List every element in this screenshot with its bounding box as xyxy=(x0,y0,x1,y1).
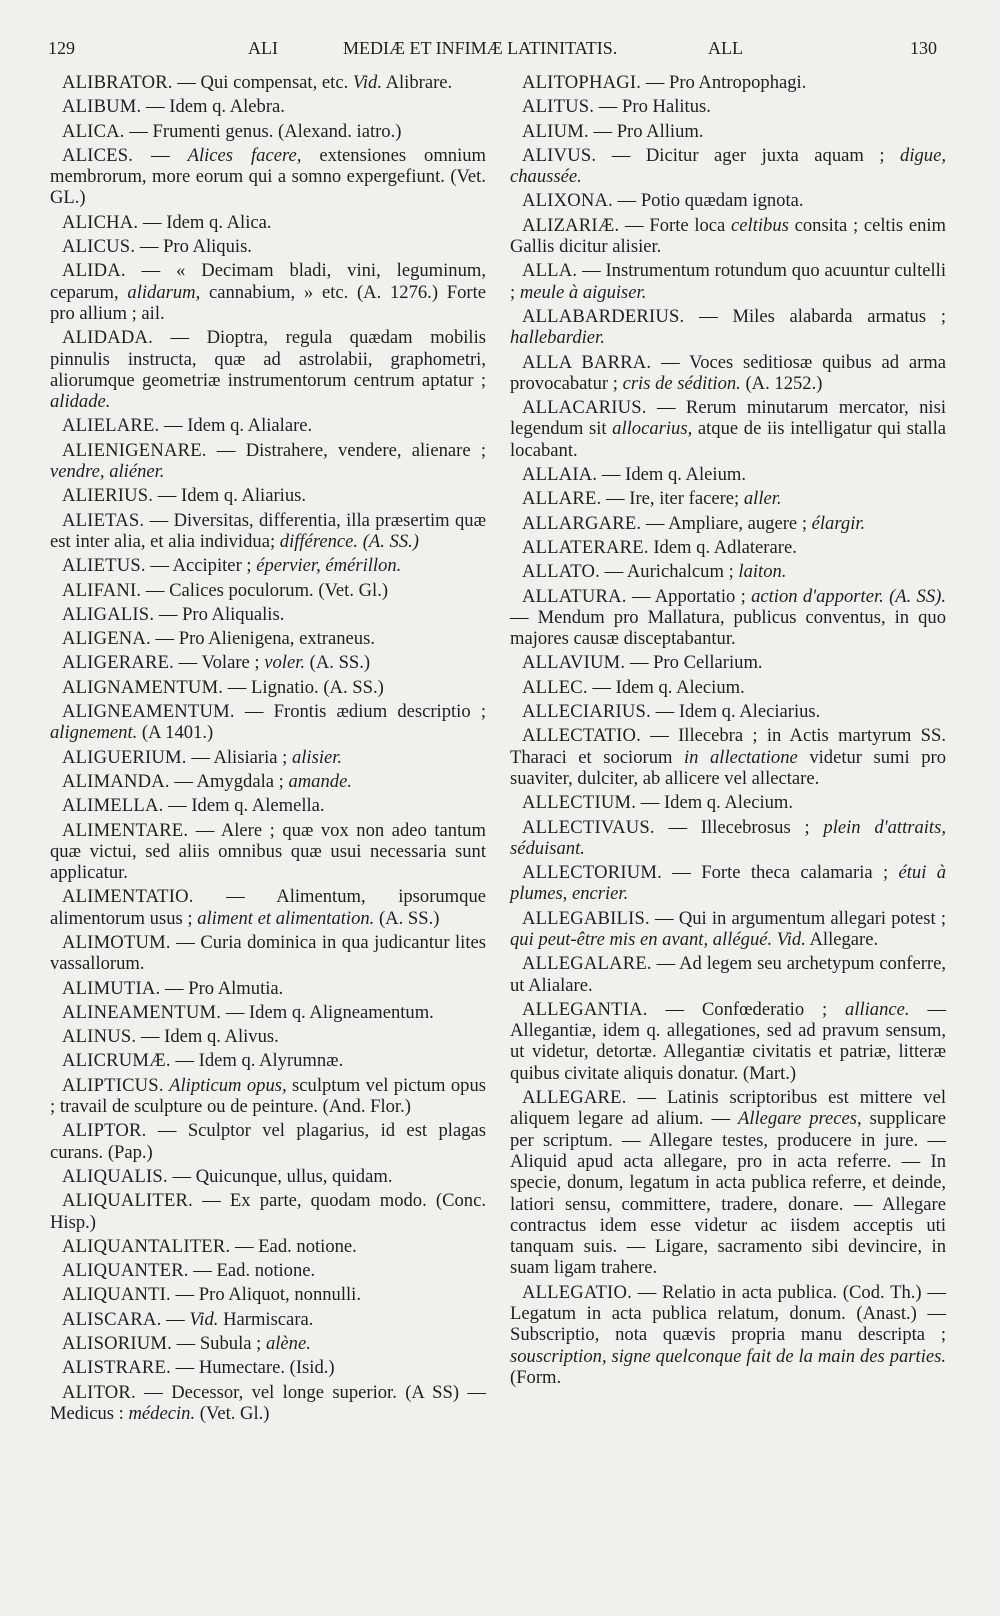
definition-text: — Apportatio ; xyxy=(626,585,752,607)
dictionary-entry xyxy=(510,999,946,1084)
dictionary-entry xyxy=(510,652,946,673)
italic-gloss: souscription, signe quelconque fait de la main des parties. xyxy=(510,1345,946,1367)
definition-text: — Idem q. Aligneamentum. xyxy=(221,1001,434,1023)
dictionary-entry xyxy=(50,72,486,93)
definition-text: — Distrahere, vendere, alienare ; xyxy=(206,439,486,461)
headword: ALIBRATOR. xyxy=(62,72,173,93)
italic-gloss: Allegare preces, xyxy=(737,1108,862,1130)
definition-text: — Latinis scriptoribus est mittere vel aliquem legare ad alium. — xyxy=(510,1087,946,1130)
italic-gloss: Vid. xyxy=(189,1308,219,1330)
dictionary-entry xyxy=(50,1026,486,1047)
definition-tail: atque de iis intelligatur qui stalla locabant. xyxy=(510,418,947,461)
headword: ALIMUTIA. xyxy=(62,977,161,999)
headword: ALIERIUS. xyxy=(62,485,154,507)
headword: ALIUM. xyxy=(522,120,589,142)
definition-text: — Volare ; xyxy=(174,652,265,674)
headword: ALIMENTARE. xyxy=(62,819,189,841)
headword: ALIBUM. xyxy=(62,96,142,118)
definition-text: — Pro Alienigena, extraneus. xyxy=(150,628,375,650)
dictionary-entry xyxy=(50,1382,486,1425)
dictionary-entry xyxy=(50,510,486,553)
headword: ALLAIA. xyxy=(522,464,598,486)
definition-text: — Pro Aliquot, nonnulli. xyxy=(170,1284,361,1306)
headword: ALIMELLA. xyxy=(62,795,164,817)
headword: ALLATERARE. xyxy=(522,536,649,558)
italic-gloss: Alices facere, xyxy=(187,144,302,166)
dictionary-entry xyxy=(510,953,946,996)
running-title-right: ALL xyxy=(708,38,743,58)
headword: ALICRUMÆ. xyxy=(62,1050,171,1072)
dictionary-entry xyxy=(510,586,946,650)
definition-text: — Ire, iter facere; xyxy=(601,488,744,510)
definition-tail: sculptum vel pictum opus ; travail de sculpture ou de peinture. (And. Flor.) xyxy=(50,1074,486,1118)
headword: ALITOPHAGI. xyxy=(522,72,642,93)
definition-tail: (A. 1252.) xyxy=(740,372,823,394)
headword: ALITOR. xyxy=(62,1381,136,1403)
definition-text: — Pro Aliquis. xyxy=(135,236,252,258)
dictionary-entry xyxy=(510,1282,946,1388)
dictionary-entry xyxy=(510,190,946,211)
italic-gloss: étui à plumes, encrier. xyxy=(510,862,947,905)
italic-gloss: alignement. xyxy=(50,722,138,744)
definition-text: — Diversitas, differentia, illa præsertim quæ est inter alia, et alia individua; xyxy=(50,509,486,552)
dictionary-entry xyxy=(510,817,946,860)
definition-text: — Frumenti genus. (Alexand. iatro.) xyxy=(124,120,402,142)
definition-tail: — Mendum pro Mallatura, publicus conventus, in quo majores causæ disceptabantur. xyxy=(510,606,946,650)
headword: ALIXONA. xyxy=(522,190,613,212)
italic-gloss: vendre, aliéner. xyxy=(50,461,165,483)
headword: ALIQUANTER. xyxy=(62,1260,189,1282)
definition-text: — Dicitur ager juxta aquam ; xyxy=(596,144,901,166)
definition-tail: (A 1401.) xyxy=(137,722,214,744)
headword: ALIZARIÆ. xyxy=(522,214,620,236)
headword: ALICUS. xyxy=(62,236,136,258)
headword: ALIDA. xyxy=(62,260,126,282)
italic-gloss: médecin. xyxy=(128,1402,196,1424)
definition-tail: Harmiscara. xyxy=(218,1308,314,1330)
dictionary-entry xyxy=(510,215,946,258)
definition-text: — Potio quædam ignota. xyxy=(612,190,804,212)
definition-text: — Ampliare, augere ; xyxy=(641,512,812,534)
italic-gloss: Vid. xyxy=(352,72,382,93)
headword: ALLA. xyxy=(522,260,578,282)
headword: ALIDADA. xyxy=(62,327,153,349)
dictionary-entry xyxy=(50,1050,486,1071)
dictionary-entry xyxy=(50,1333,486,1354)
definition-text: — Aurichalcum ; xyxy=(600,561,739,583)
definition-tail: videtur sumi pro suaviter, dulciter, ab allicere vel allectare. xyxy=(510,746,946,789)
dictionary-entry xyxy=(50,1357,486,1378)
definition-text: — Idem q. Alica. xyxy=(138,211,272,233)
definition-text: — Idem q. Alivus. xyxy=(136,1026,279,1048)
headword: ALLEC. xyxy=(522,676,588,698)
dictionary-entry xyxy=(510,96,946,117)
definition-text: — Idem q. Alecium. xyxy=(636,792,794,814)
definition-text: — Idem q. Aleium. xyxy=(597,464,746,486)
headword: ALLECTORIUM. xyxy=(522,862,662,884)
headword: ALIELARE. xyxy=(62,415,160,437)
dictionary-entry xyxy=(50,1002,486,1023)
dictionary-entry xyxy=(50,677,486,698)
definition-text: — Forte loca xyxy=(619,214,732,236)
page-number-left: 129 xyxy=(48,38,75,58)
headword: ALLEGATIO. xyxy=(522,1281,632,1303)
headword: ALLAVIUM. xyxy=(522,652,626,674)
headword: ALIFANI. xyxy=(62,579,142,601)
dictionary-entry xyxy=(510,792,946,813)
definition-text: — Subula ; xyxy=(171,1333,266,1355)
headword: ALLECTATIO. xyxy=(522,725,641,747)
headword: ALLARE. xyxy=(522,488,602,510)
definition-tail: (A. SS.) xyxy=(305,652,371,674)
headword: ALIQUANTALITER. xyxy=(62,1235,231,1257)
italic-gloss: amande. xyxy=(288,770,352,792)
dictionary-entry xyxy=(50,820,486,884)
italic-gloss: alisier. xyxy=(291,746,343,768)
definition-tail: (Vet. Gl.) xyxy=(195,1402,270,1424)
definition-text: — Confœderatio ; xyxy=(647,998,846,1020)
italic-gloss: aliment et alimentation. xyxy=(197,907,375,929)
headword: ALLA BARRA. xyxy=(522,351,652,373)
definition-text: — Idem q. Aleciarius. xyxy=(650,701,821,723)
definition-text: — Pro Almutia. xyxy=(160,977,284,999)
italic-gloss: élargir. xyxy=(811,512,866,534)
italic-gloss: alidade. xyxy=(50,391,111,413)
definition-text: — Accipiter ; xyxy=(145,555,257,577)
page-number-right: 130 xyxy=(910,38,937,58)
headword: ALITUS. xyxy=(522,96,595,118)
definition-text: — xyxy=(133,144,188,166)
italic-gloss: digue, chaussée. xyxy=(510,144,946,188)
dictionary-entry xyxy=(50,1284,486,1305)
headword: ALIETUS. xyxy=(62,555,146,577)
headword: ALLATO. xyxy=(522,561,601,583)
headword: ALLACARIUS. xyxy=(522,397,647,419)
headword: ALIPTOR. xyxy=(62,1120,147,1142)
headword: ALLEGARE. xyxy=(522,1087,627,1109)
headword: ALIGNAMENTUM. xyxy=(62,676,224,698)
definition-text: — Alisiaria ; xyxy=(186,746,292,768)
dictionary-entry xyxy=(50,236,486,257)
definition-text: — Qui in argumentum allegari potest ; xyxy=(649,907,946,929)
italic-gloss: hallebardier. xyxy=(510,327,605,349)
headword: ALIGNEAMENTUM. xyxy=(62,701,235,723)
headword: ALLEGABILIS. xyxy=(522,907,650,929)
dictionary-entry xyxy=(50,771,486,792)
headword: ALLEGALARE. xyxy=(522,953,652,975)
definition-text: — Dioptra, regula quædam mobilis pinnulis instructa, quæ ad astrolabii, graphometri, aliorumque geometriæ instrumentorum centrum aptatur ; xyxy=(50,327,486,391)
definition-text: — Illecebrosus ; xyxy=(654,816,824,838)
definition-text: — Pro Aliqualis. xyxy=(154,603,285,625)
definition-text: — Illecebra ; in Actis martyrum SS. Tharaci et sociorum xyxy=(510,725,946,768)
dictionary-entry xyxy=(50,932,486,975)
headword: ALICHA. xyxy=(62,211,139,233)
dictionary-entry xyxy=(50,1190,486,1233)
italic-gloss: qui peut-être mis en avant, allégué. Vid. xyxy=(510,928,806,950)
definition-text: — Quicunque, ullus, quidam. xyxy=(167,1165,393,1187)
definition-text: — Ad legem seu archetypum conferre, ut Alialare. xyxy=(510,953,946,996)
dictionary-entry xyxy=(510,701,946,722)
italic-gloss: différence. (A. SS.) xyxy=(279,530,419,552)
italic-gloss: allocarius, xyxy=(612,418,693,440)
definition-text: — Sculptor vel plagarius, id est plagas curans. (Pap.) xyxy=(50,1120,486,1163)
definition-tail: extensiones omnium membrorum, more eorum qui a somno expergefiunt. (Vet. GL.) xyxy=(50,144,487,209)
definition-text: — xyxy=(161,1308,190,1330)
dictionary-entry xyxy=(50,1166,486,1187)
definition-text: — Qui compensat, etc. xyxy=(172,72,353,93)
dictionary-entry xyxy=(510,513,946,534)
headword: ALIGUERIUM. xyxy=(62,746,187,768)
dictionary-entry xyxy=(50,886,486,929)
dictionary-entry xyxy=(50,485,486,506)
dictionary-entry xyxy=(50,440,486,483)
dictionary-entry xyxy=(50,145,486,209)
headword: ALLABARDERIUS. xyxy=(522,305,685,327)
definition-text: — Humectare. (Isid.) xyxy=(170,1357,335,1379)
definition-text: — Voces seditiosæ quibus ad arma provocabatur ; xyxy=(510,351,947,394)
headword: ALLARGARE. xyxy=(522,512,642,534)
dictionary-entry xyxy=(50,628,486,649)
headword: ALIENIGENARE. xyxy=(62,439,207,461)
dictionary-entry xyxy=(50,580,486,601)
headword: ALIMANDA. xyxy=(62,770,170,792)
definition-tail: Alibrare. xyxy=(381,72,453,93)
definition-text: — Pro Halitus. xyxy=(594,96,711,118)
definition-text: — Curia dominica in qua judicantur lites vassallorum. xyxy=(50,931,486,975)
definition-text: — Decessor, vel longe superior. (A SS) — Medicus : xyxy=(50,1381,486,1424)
headword: ALIMOTUM. xyxy=(62,931,171,953)
definition-text: — Idem q. Alialare. xyxy=(159,415,313,437)
dictionary-entry xyxy=(50,327,486,412)
definition-text: — Idem q. Alemella. xyxy=(163,795,325,817)
dictionary-entry xyxy=(510,725,946,789)
definition-text: — Ead. notione. xyxy=(188,1260,316,1282)
italic-gloss: alliance. xyxy=(845,998,910,1020)
headword: ALIGENA. xyxy=(62,628,151,650)
dictionary-entry xyxy=(50,212,486,233)
definition-tail: (Form. xyxy=(510,1366,562,1388)
headword: ALIGALIS. xyxy=(62,603,155,625)
headword: ALIQUANTI. xyxy=(62,1284,171,1306)
italic-gloss: cris de sédition. xyxy=(622,372,741,394)
dictionary-entry xyxy=(510,352,946,395)
dictionary-entry xyxy=(510,306,946,349)
headword: ALLECTIUM. xyxy=(522,792,637,814)
definition-text: — Idem q. Alyrumnæ. xyxy=(170,1050,344,1072)
definition-text: — Frontis ædium descriptio ; xyxy=(234,701,486,723)
definition-text: — Relatio in acta publica. (Cod. Th.) — Legatum in acta publica relatum, donum. (Anast.) — Subscriptio, nota quævis propria manu descripta ; xyxy=(510,1281,946,1346)
italic-gloss: voler. xyxy=(264,652,306,674)
headword: ALLECTIVAUS. xyxy=(522,816,655,838)
definition-text: — « Decimam bladi, vini, leguminum, ceparum, xyxy=(50,260,486,303)
dictionary-entry xyxy=(50,1309,486,1330)
headword: ALISORIUM. xyxy=(62,1333,172,1355)
headword: ALIQUALITER. xyxy=(62,1190,193,1212)
running-title-center: MEDIÆ ET INFIMÆ LATINITATIS. xyxy=(343,38,618,58)
dictionary-entry xyxy=(50,604,486,625)
italic-gloss: Alipticum opus, xyxy=(169,1074,287,1096)
definition-text: — Pro Allium. xyxy=(588,120,704,142)
dictionary-entry xyxy=(510,121,946,142)
dictionary-entry xyxy=(510,464,946,485)
dictionary-entry xyxy=(50,978,486,999)
definition-text: Idem q. Adlaterare. xyxy=(648,536,797,558)
headword: ALIQUALIS. xyxy=(62,1165,168,1187)
headword: ALIETAS. xyxy=(62,509,145,531)
italic-gloss: alène. xyxy=(265,1333,311,1355)
definition-text: — Instrumentum rotundum quo acuuntur cultelli ; xyxy=(510,260,946,303)
headword: ALIVUS. xyxy=(522,144,597,166)
headword: ALLATURA. xyxy=(522,585,627,607)
definition-text: — Miles alabarda armatus ; xyxy=(684,305,946,327)
definition-text: — Forte theca calamaria ; xyxy=(661,862,899,884)
definition-text: — Pro Cellarium. xyxy=(625,652,763,674)
italic-gloss: alidarum, xyxy=(127,281,201,303)
headword: ALLEGANTIA. xyxy=(522,998,648,1020)
right-column xyxy=(510,72,946,1391)
definition-text: — Lignatio. (A. SS.) xyxy=(223,676,384,698)
dictionary-entry xyxy=(50,1260,486,1281)
definition-text: — Rerum minutarum mercator, nisi legendum sit xyxy=(510,397,946,440)
headword: ALISCARA. xyxy=(62,1308,162,1330)
definition-tail: — Allegantiæ, idem q. allegationes, sed ad pravum sensum, ut videtur, detortæ. Allegantiæ civitatis et patriæ, litteræ quibus civitate aliquis donatur. (Mart.) xyxy=(510,998,947,1084)
dictionary-entry xyxy=(50,701,486,744)
italic-gloss: celtibus xyxy=(731,214,789,236)
definition-text: — Ex parte, quodam modo. (Conc. Hisp.) xyxy=(50,1190,486,1233)
dictionary-entry xyxy=(50,747,486,768)
dictionary-entry xyxy=(510,908,946,951)
definition-text: — Alere ; quæ vox non adeo tantum quæ victui, sed aliis omnibus quæ usui necessaria sunt applicatur. xyxy=(50,819,486,884)
dictionary-entry xyxy=(50,121,486,142)
definition-text: — Pro Antropophagi. xyxy=(641,72,807,93)
dictionary-entry xyxy=(510,488,946,509)
dictionary-entry xyxy=(50,415,486,436)
dictionary-entry xyxy=(50,96,486,117)
italic-gloss: action d'apporter. (A. SS). xyxy=(751,585,946,607)
definition-tail: Allegare. xyxy=(805,928,879,950)
dictionary-entry xyxy=(50,1075,486,1118)
headword: ALICES. xyxy=(62,144,134,166)
dictionary-entry xyxy=(510,862,946,905)
dictionary-entry xyxy=(510,72,946,93)
headword: ALIPTICUS. xyxy=(62,1074,164,1096)
dictionary-entry xyxy=(50,795,486,816)
headword: ALINEAMENTUM. xyxy=(62,1001,222,1023)
definition-text: — Calices poculorum. (Vet. Gl.) xyxy=(141,579,389,601)
definition-tail: consita ; celtis enim Gallis dicitur alisier. xyxy=(510,214,946,258)
headword: ALICA. xyxy=(62,120,125,142)
dictionary-entry xyxy=(50,1236,486,1257)
dictionary-entry xyxy=(510,145,946,188)
headword: ALINUS. xyxy=(62,1026,137,1048)
dictionary-entry xyxy=(50,1120,486,1163)
headword: ALIGERARE. xyxy=(62,652,175,674)
headword: ALIMENTATIO. xyxy=(62,886,194,908)
definition-text: — Amygdala ; xyxy=(169,770,289,792)
definition-text: — Alimentum, ipsorumque alimentorum usus ; xyxy=(50,886,486,929)
running-title-left: ALI xyxy=(248,38,278,58)
definition-tail: supplicare per scriptum. — Allegare testes, producere in jure. — Aliquid apud acta allegare, pro in acta referre. — In specie, donum, legatum in acta publica referre, et deinde, latiori sensu, committere, tradere, donare. — Allegare contractus idem esse videtur ac iisdem acceptis uti tanquam suis. — Ligare, sacramento sibi devincire, in suam ligam trahere. xyxy=(510,1108,947,1279)
dictionary-entry xyxy=(50,260,486,324)
italic-gloss: aller. xyxy=(743,488,782,510)
dictionary-entry xyxy=(510,1087,946,1279)
definition-tail: cannabium, » etc. (A. 1276.) Forte pro allium ; ail. xyxy=(50,281,486,324)
italic-gloss: laiton. xyxy=(738,561,787,583)
italic-gloss: in allectatione xyxy=(684,746,798,768)
dictionary-entry xyxy=(50,555,486,576)
italic-gloss: meule à aiguiser. xyxy=(519,281,647,303)
dictionary-entry xyxy=(510,260,946,303)
headword: ALLECIARIUS. xyxy=(522,701,651,723)
headword: ALISTRARE. xyxy=(62,1357,171,1379)
left-column xyxy=(50,72,486,1427)
dictionary-entry xyxy=(510,561,946,582)
dictionary-entry xyxy=(510,677,946,698)
dictionary-entry xyxy=(510,537,946,558)
dictionary-entry xyxy=(50,652,486,673)
italic-gloss: épervier, émérillon. xyxy=(256,555,402,577)
definition-text: — Ead. notione. xyxy=(230,1235,357,1257)
definition-tail: (A. SS.) xyxy=(374,907,440,929)
definition-text: — Idem q. Aliarius. xyxy=(153,485,307,507)
definition-text: — Idem q. Alebra. xyxy=(141,96,285,118)
definition-text: — Idem q. Alecium. xyxy=(587,676,745,698)
dictionary-entry xyxy=(510,397,946,461)
italic-gloss: plein d'attraits, séduisant. xyxy=(510,816,946,859)
